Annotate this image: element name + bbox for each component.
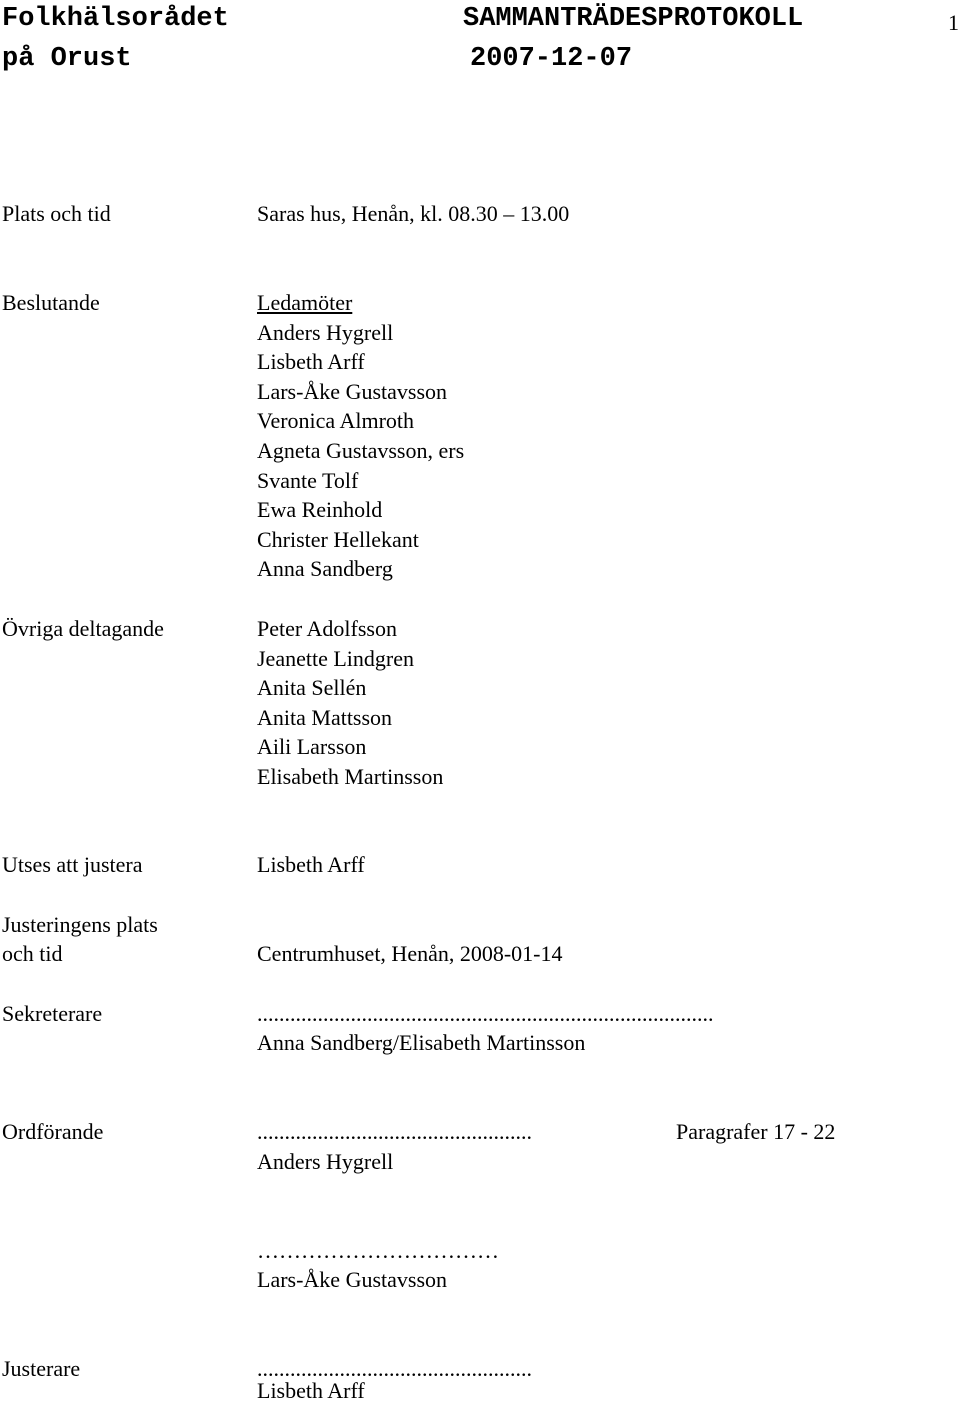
justerare-label: Justerare <box>2 1356 81 1381</box>
list-item: Aili Larsson <box>257 734 367 760</box>
document-date: 2007-12-07 <box>470 44 633 74</box>
document-type: SAMMANTRÄDESPROTOKOLL <box>463 4 804 34</box>
list-item: Anna Sandberg <box>257 556 393 582</box>
list-item: Peter Adolfsson <box>257 616 397 641</box>
list-item: Agneta Gustavsson, ers <box>257 437 465 463</box>
sekreterare-name: Anna Sandberg/Elisabeth Martinsson <box>257 1030 586 1055</box>
list-item: Lisbeth Arff <box>257 349 365 375</box>
beslutande-label: Beslutande <box>2 290 100 315</box>
place-time-label: Plats och tid <box>2 201 111 226</box>
list-item: Jeanette Lindgren <box>257 645 414 671</box>
beslutande-list <box>257 288 464 584</box>
utses-label: Utses att justera <box>2 852 143 877</box>
ordforande-signature-line: .................................................. <box>257 1119 532 1144</box>
list-item: Anders Hygrell <box>257 319 394 345</box>
organization-location: på Orust <box>2 44 132 74</box>
ordforande-name: Anders Hygrell <box>257 1149 394 1174</box>
list-item: Svante Tolf <box>257 467 359 493</box>
justering-value: Centrumhuset, Henån, 2008-01-14 <box>257 941 563 966</box>
list-item: Ewa Reinhold <box>257 497 383 523</box>
page-number: 1 <box>948 10 959 35</box>
justerare-name: Lisbeth Arff <box>257 1378 365 1403</box>
paragrafer-text: Paragrafer 17 - 22 <box>676 1119 836 1144</box>
list-item: Anita Sellén <box>257 675 367 701</box>
second-signature-name: Lars-Åke Gustavsson <box>257 1267 448 1292</box>
ovriga-label: Övriga deltagande <box>2 616 164 641</box>
second-signature-line: …………………………… <box>257 1238 499 1263</box>
list-item: Veronica Almroth <box>257 408 415 434</box>
list-item: Lars-Åke Gustavsson <box>257 378 448 404</box>
ordforande-label: Ordförande <box>2 1119 104 1144</box>
ledamoter-heading: Ledamöter <box>257 290 353 315</box>
utses-value: Lisbeth Arff <box>257 852 365 877</box>
justering-label-line1: Justeringens plats <box>2 912 158 937</box>
justerare-signature-line: .................................................. <box>257 1356 532 1381</box>
list-item: Elisabeth Martinsson <box>257 763 444 789</box>
sekreterare-signature-line: ................................................................................... <box>257 1001 714 1026</box>
place-time-value: Saras hus, Henån, kl. 08.30 – 13.00 <box>257 201 570 226</box>
organization-name: Folkhälsorådet <box>2 4 229 34</box>
list-item: Anita Mattsson <box>257 704 393 730</box>
list-item: Christer Hellekant <box>257 526 419 552</box>
sekreterare-label: Sekreterare <box>2 1001 103 1026</box>
justering-label-line2: och tid <box>2 941 63 966</box>
ovriga-list <box>257 614 443 792</box>
